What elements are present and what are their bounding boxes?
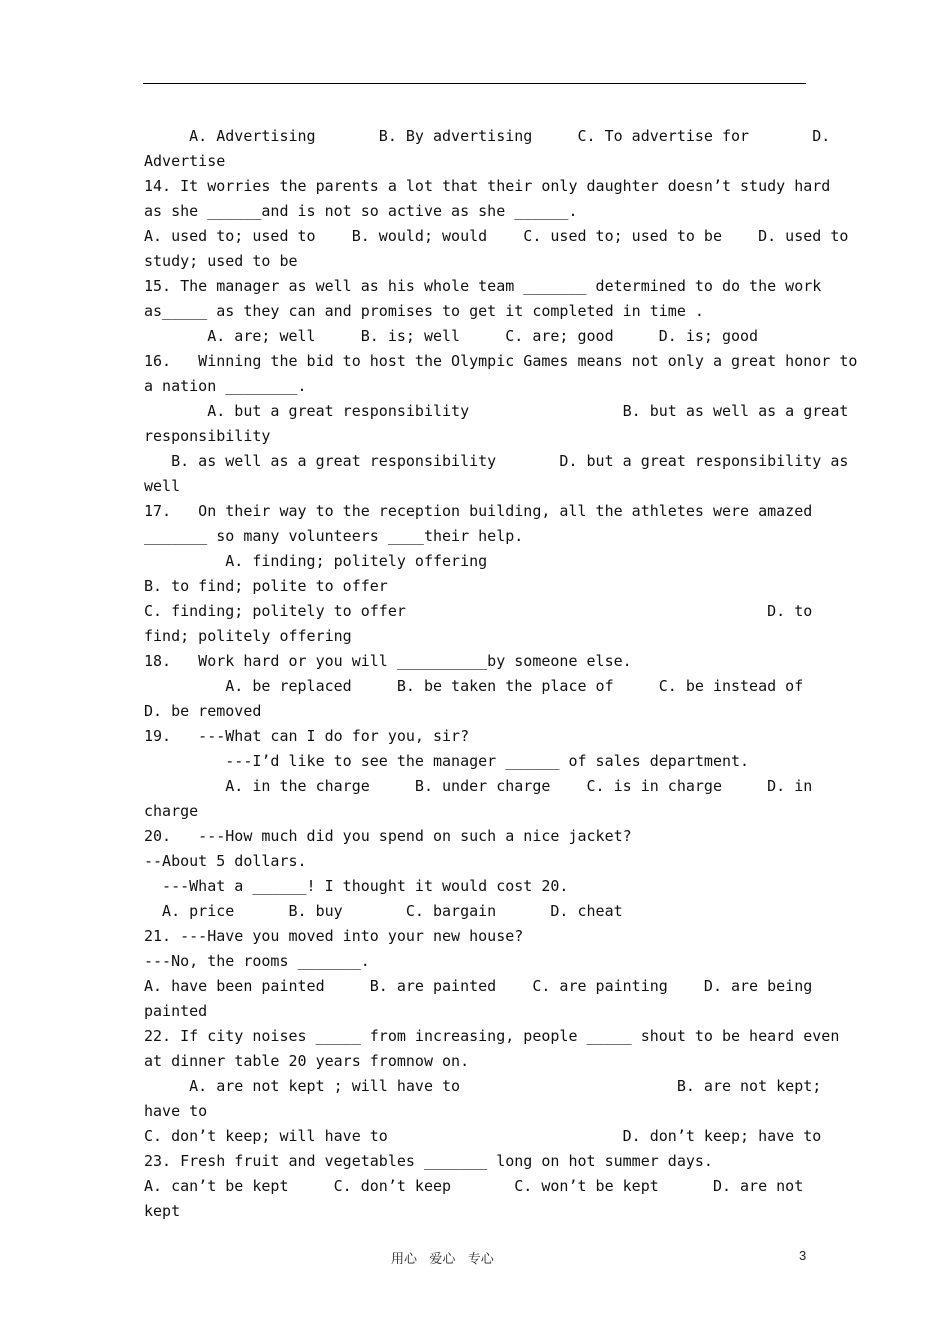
text-line: 21. ---Have you moved into your new house? xyxy=(144,927,524,945)
text-line: A. have been painted B. are painted C. are painting D. are being xyxy=(144,977,813,995)
text-line: ---What a ______! I thought it would cost 20. xyxy=(144,877,569,895)
text-line: find; politely offering xyxy=(144,627,352,645)
text-line: A. Advertising B. By advertising C. To advertise for D. xyxy=(144,127,831,145)
text-line: have to xyxy=(144,1102,208,1120)
page-number: 3 xyxy=(799,1248,807,1263)
text-line: A. in the charge B. under charge C. is in charge D. in xyxy=(144,777,813,795)
text-line: responsibility xyxy=(144,427,271,445)
text-line: study; used to be xyxy=(144,252,298,270)
text-line: _______ so many volunteers ____their help. xyxy=(144,527,524,545)
text-line: charge xyxy=(144,802,199,820)
text-line: as she ______and is not so active as she ______. xyxy=(144,202,578,220)
text-line: 22. If city noises _____ from increasing, people _____ shout to be heard even xyxy=(144,1027,840,1045)
text-line: Advertise xyxy=(144,152,226,170)
text-line: 17. On their way to the reception building, all the athletes were amazed xyxy=(144,502,813,520)
text-line: ---I’d like to see the manager ______ of sales department. xyxy=(144,752,750,770)
text-line: 16. Winning the bid to host the Olympic Games means not only a great honor to xyxy=(144,352,858,370)
header-rule xyxy=(143,83,806,84)
text-line: B. as well as a great responsibility D. but a great responsibility as xyxy=(144,452,849,470)
text-line: 19. ---What can I do for you, sir? xyxy=(144,727,470,745)
text-line: C. finding; politely to offer D. to xyxy=(144,602,813,620)
text-line: ---No, the rooms _______. xyxy=(144,952,370,970)
text-line: well xyxy=(144,477,181,495)
text-line: A. are not kept ; will have to B. are not kept; xyxy=(144,1077,822,1095)
question-text-block xyxy=(144,124,858,1224)
text-line: D. be removed xyxy=(144,702,262,720)
text-line: A. used to; used to B. would; would C. used to; used to be D. used to xyxy=(144,227,849,245)
text-line: a nation ________. xyxy=(144,377,307,395)
text-line: A. price B. buy C. bargain D. cheat xyxy=(144,902,623,920)
footer-text: 用心 爱心 专心 xyxy=(391,1252,494,1267)
text-line: A. can’t be kept C. don’t keep C. won’t be kept D. are not xyxy=(144,1177,804,1195)
text-line: 20. ---How much did you spend on such a nice jacket? xyxy=(144,827,632,845)
text-line: A. but a great responsibility B. but as well as a great xyxy=(144,402,849,420)
text-line: 18. Work hard or you will __________by someone else. xyxy=(144,652,632,670)
text-line: at dinner table 20 years fromnow on. xyxy=(144,1052,470,1070)
text-line: 15. The manager as well as his whole team _______ determined to do the work xyxy=(144,277,822,295)
text-line: B. to find; polite to offer xyxy=(144,577,388,595)
text-line: as_____ as they can and promises to get it completed in time . xyxy=(144,302,704,320)
text-line: 14. It worries the parents a lot that their only daughter doesn’t study hard xyxy=(144,177,831,195)
text-line: C. don’t keep; will have to D. don’t keep; have to xyxy=(144,1127,822,1145)
text-line: --About 5 dollars. xyxy=(144,852,307,870)
text-line: 23. Fresh fruit and vegetables _______ long on hot summer days. xyxy=(144,1152,713,1170)
text-line: A. finding; politely offering xyxy=(144,552,488,570)
text-line: A. are; well B. is; well C. are; good D. is; good xyxy=(144,327,759,345)
text-line: A. be replaced B. be taken the place of C. be instead of xyxy=(144,677,804,695)
text-line: kept xyxy=(144,1202,181,1220)
text-line: painted xyxy=(144,1002,208,1020)
